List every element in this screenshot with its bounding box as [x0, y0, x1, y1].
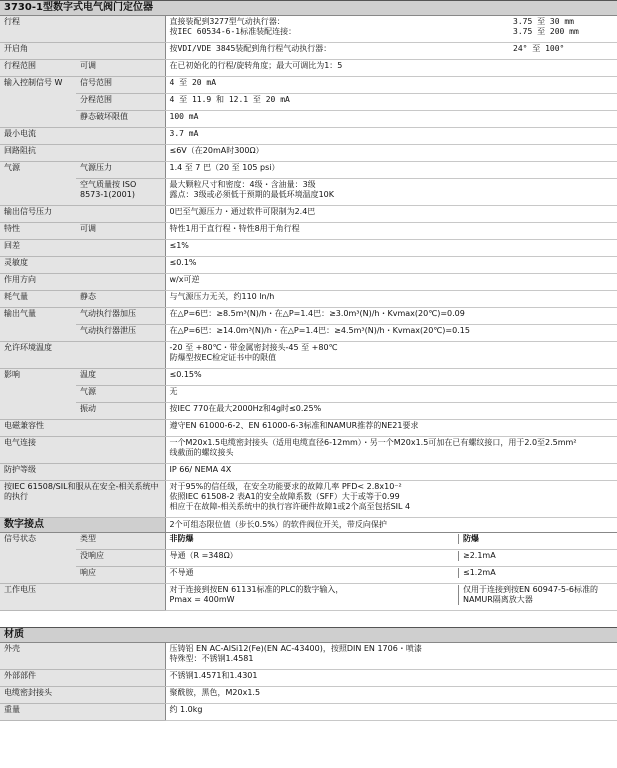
digital-section-header — [0, 518, 617, 533]
stroke-range2: 3.75 至 200 mm — [513, 27, 579, 36]
row-influence-3 — [0, 403, 617, 420]
row-input-signal-1 — [0, 77, 617, 94]
characteristic-label: 特性 — [0, 223, 76, 240]
emc-label: 电磁兼容性 — [0, 420, 165, 437]
cable-gland-value: 聚酰胺，黑色，M20x1.5 — [165, 687, 617, 704]
row-characteristic — [0, 223, 617, 240]
cable-gland-label: 电缆密封接头 — [0, 687, 165, 704]
influence-temp-label: 温度 — [76, 369, 165, 386]
output-pressure-value: 0巴至气源压力・通过软件可限制为2.4巴 — [165, 206, 617, 223]
travel-range-label: 行程范围 — [0, 60, 76, 77]
section-gap — [0, 611, 617, 628]
ex-header: 防爆 — [463, 534, 479, 543]
external-parts-value: 不锈钢1.4571和1.4301 — [165, 670, 617, 687]
no-response-non-ex: 导通（R =348Ω） — [170, 551, 460, 561]
row-input-signal-3 — [0, 111, 617, 128]
no-response-values — [165, 550, 617, 567]
voltage-non-ex-line1: 对于连接到按EN 61131标准的PLC的数字输入， — [169, 585, 344, 594]
opening-angle-range: 24° 至 100° — [513, 44, 565, 53]
row-air-output-1 — [0, 308, 617, 325]
row-sensitivity — [0, 257, 617, 274]
sensitivity-value: ≤0.1% — [165, 257, 617, 274]
row-electrical — [0, 437, 617, 464]
row-opening-angle — [0, 43, 617, 60]
row-signal-state-type — [0, 533, 617, 550]
influence-vibration-value: 按IEC 770在最大2000Hz和4g时≤0.25% — [165, 403, 617, 420]
signal-range-label: 信号范围 — [76, 77, 165, 94]
electrical-label: 电气连接 — [0, 437, 165, 464]
ambient-temp-line2: 防爆型按EC检定证书中的限值 — [169, 353, 277, 362]
characteristic-value: 特性1用于直行程・特性8用于角行程 — [165, 223, 617, 240]
row-load-impedance — [0, 145, 617, 162]
no-response-label: 没响应 — [76, 550, 165, 567]
housing-line2: 特殊型：不锈钢1.4581 — [169, 654, 254, 663]
materials-section-header — [0, 628, 617, 643]
min-current-label: 最小电流 — [0, 128, 165, 145]
air-quality-label: 空气质量按 ISO 8573-1(2001) — [76, 179, 165, 206]
hysteresis-value: ≤1% — [165, 240, 617, 257]
housing-label: 外壳 — [0, 643, 165, 670]
row-protection — [0, 464, 617, 481]
electrical-line2: 线截面的螺纹接头 — [169, 448, 234, 457]
static-destr-label: 静态破坏限值 — [76, 111, 165, 128]
split-range-label: 分程范围 — [76, 94, 165, 111]
sil-line2: 依照IEC 61508-2 表A1的安全故障系数（SFF）大于或等于0.99 — [169, 492, 400, 501]
load-impedance-value: ≤6V（在20mA时300Ω） — [165, 145, 617, 162]
row-operating-voltage — [0, 584, 617, 611]
sil-line3: 相应于在故障-相关系统中的执行容许硬件故障1或2个高至包括SIL 4 — [169, 502, 411, 511]
operating-voltage-label: 工作电压 — [0, 584, 165, 611]
row-air-consumption — [0, 291, 617, 308]
influence-supply-label: 气源 — [76, 386, 165, 403]
row-sil — [0, 481, 617, 518]
page-title: 3730-1型数字式电气阀门定位器 — [0, 1, 617, 16]
stroke-label: 行程 — [0, 16, 165, 43]
type-label: 类型 — [76, 533, 165, 550]
supply-pressure-value: 1.4 至 7 巴（20 至 105 psi） — [165, 162, 617, 179]
row-travel-range — [0, 60, 617, 77]
influence-vibration-label: 振动 — [76, 403, 165, 420]
static-destr-value: 100 mA — [165, 111, 617, 128]
split-range-value: 4 至 11.9 和 12.1 至 20 mA — [165, 94, 617, 111]
title-row — [0, 1, 617, 16]
sil-value — [165, 481, 617, 518]
min-current-value: 3.7 mA — [165, 128, 617, 145]
air-output-supply-label: 气动执行器加压 — [76, 308, 165, 325]
external-parts-label: 外部部件 — [0, 670, 165, 687]
travel-range-sub: 可调 — [76, 60, 165, 77]
electrical-value — [165, 437, 617, 464]
ambient-temp-value — [165, 342, 617, 369]
input-signal-label: 输入控制信号 W — [0, 77, 76, 128]
weight-label: 重量 — [0, 704, 165, 721]
direction-value: w/x可逆 — [165, 274, 617, 291]
response-values — [165, 567, 617, 584]
sil-label: 按IEC 61508/SIL和服从在安全-相关系统中的执行 — [0, 481, 165, 518]
stroke-line2: 按IEC 60534-6-1标准装配连接： — [169, 27, 297, 36]
electrical-line1: 一个M20x1.5电缆密封接头（适用电缆直径6-12mm）・另一个M20x1.5可加在已有螺纹接口，用于2.0至2.5mm² — [169, 438, 577, 447]
stroke-line1: 直接装配到3277型气动执行器： — [169, 17, 285, 26]
row-supply-2 — [0, 179, 617, 206]
row-min-current — [0, 128, 617, 145]
operating-voltage-values — [165, 584, 617, 611]
row-response — [0, 567, 617, 584]
air-consumption-sub: 静态 — [76, 291, 165, 308]
air-output-exhaust-value: 在△P=6巴：≥14.0m³(N)/h・在△P=1.4巴：≥4.5m³(N)/h・Kvmax(20℃)=0.15 — [165, 325, 617, 342]
sensitivity-label: 灵敏度 — [0, 257, 165, 274]
response-non-ex: 不导通 — [170, 568, 460, 578]
air-output-supply-value: 在△P=6巴：≥8.5m³(N)/h・在△P=1.4巴：≥3.0m³(N)/h・Kvmax(20℃)=0.09 — [165, 308, 617, 325]
row-external-parts — [0, 670, 617, 687]
row-emc — [0, 420, 617, 437]
weight-value: 约 1.0kg — [165, 704, 617, 721]
stroke-range1: 3.75 至 30 mm — [513, 17, 574, 26]
materials-title: 材质 — [0, 628, 617, 643]
row-output-pressure — [0, 206, 617, 223]
type-values — [165, 533, 617, 550]
sil-line1: 对于95%的信任级，在安全功能要求的故障几率 PFD< 2.8x10⁻² — [169, 482, 402, 491]
no-response-ex: ≥2.1mA — [463, 551, 496, 560]
air-consumption-value: 与气源压力无关，约110 ln/h — [165, 291, 617, 308]
row-hysteresis — [0, 240, 617, 257]
travel-range-value: 在已初始化的行程/旋转角度；最大可调比为1：5 — [165, 60, 617, 77]
digital-note: 2个可组态限位值（步长0.5%）的软件阀位开关，带反向保护 — [165, 518, 617, 533]
voltage-ex: 仅用于连接到按EN 60947-5-6标准的NAMUR隔离放大器 — [463, 585, 598, 604]
row-cable-gland — [0, 687, 617, 704]
emc-value: 遵守EN 61000-6-2、EN 61000-6-3标准和NAMUR推荐的NE21要求 — [165, 420, 617, 437]
direction-label: 作用方向 — [0, 274, 165, 291]
air-quality-line1: 最大颗粒尺寸和密度：4级・含油量：3级 — [169, 180, 316, 189]
supply-pressure-label: 气源压力 — [76, 162, 165, 179]
row-stroke — [0, 16, 617, 43]
opening-angle-text: 按VDI/VDE 3845装配到角行程气动执行器： — [169, 44, 332, 53]
ambient-temp-line1: -20 至 +80℃・带金属密封接头-45 至 +80℃ — [169, 343, 338, 352]
supply-label: 气源 — [0, 162, 76, 206]
digital-title: 数字接点 — [0, 518, 165, 533]
characteristic-sub: 可调 — [76, 223, 165, 240]
influence-supply-value: 无 — [165, 386, 617, 403]
influence-temp-value: ≤0.15% — [165, 369, 617, 386]
influences-label: 影响 — [0, 369, 76, 420]
signal-range-value: 4 至 20 mA — [165, 77, 617, 94]
row-influence-1 — [0, 369, 617, 386]
row-housing — [0, 643, 617, 670]
air-quality-value — [165, 179, 617, 206]
row-no-response — [0, 550, 617, 567]
row-ambient-temp — [0, 342, 617, 369]
housing-line1: 压铸铝 EN AC-AlSi12(Fe)(EN AC-43400)，按照DIN EN 1706・喷漆 — [169, 644, 422, 653]
ambient-temp-label: 允许环境温度 — [0, 342, 165, 369]
protection-label: 防护等级 — [0, 464, 165, 481]
row-air-output-2 — [0, 325, 617, 342]
row-input-signal-2 — [0, 94, 617, 111]
air-consumption-label: 耗气量 — [0, 291, 76, 308]
row-direction — [0, 274, 617, 291]
row-weight — [0, 704, 617, 721]
hysteresis-label: 回差 — [0, 240, 165, 257]
response-ex: ≤1.2mA — [463, 568, 496, 577]
load-impedance-label: 回路阻抗 — [0, 145, 165, 162]
output-pressure-label: 输出信号压力 — [0, 206, 165, 223]
row-influence-2 — [0, 386, 617, 403]
protection-value: IP 66/ NEMA 4X — [165, 464, 617, 481]
non-ex-header: 非防爆 — [170, 534, 460, 544]
voltage-non-ex-line2: Pmax = 400mW — [169, 595, 235, 604]
signal-state-label: 信号状态 — [0, 533, 76, 584]
air-quality-line2: 露点：3级或必须低于预期的最低环境温度10K — [169, 190, 335, 199]
response-label: 响应 — [76, 567, 165, 584]
opening-angle-value — [165, 43, 617, 60]
air-output-label: 输出气量 — [0, 308, 76, 342]
air-output-exhaust-label: 气动执行器泄压 — [76, 325, 165, 342]
opening-angle-label: 开启角 — [0, 43, 165, 60]
stroke-value — [165, 16, 617, 43]
housing-value — [165, 643, 617, 670]
row-supply-1 — [0, 162, 617, 179]
